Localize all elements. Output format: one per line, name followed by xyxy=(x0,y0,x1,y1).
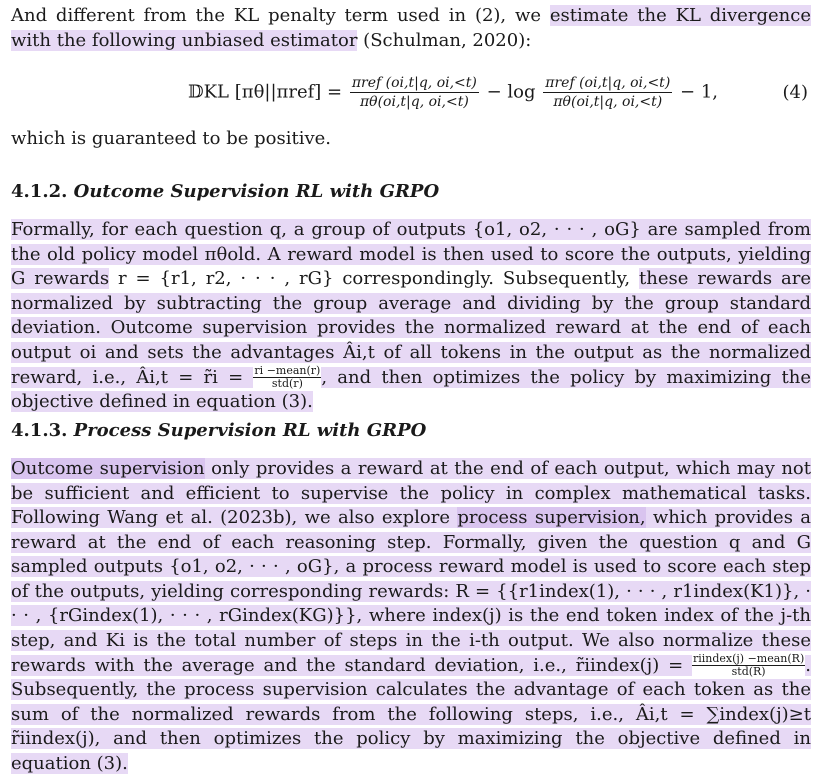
equation-number: (4) xyxy=(782,82,808,103)
intro-citation: (Schulman, 2020): xyxy=(357,29,532,51)
highlighted-text: estimate the KL divergence with the following unbiased estimator xyxy=(11,5,811,51)
intro-paragraph xyxy=(11,4,811,53)
after-equation-text: which is guaranteed to be positive. xyxy=(11,128,332,149)
equation-log: − log xyxy=(486,81,536,103)
normalized-reward-fraction: ri −mean(r) std(r) xyxy=(254,364,321,390)
outcome-supervision-paragraph: Formally, for each question q, a group of outputs {o1, o2, · · · , oG} are sampled from the old policy model πθold. A reward model is then used to score the outputs, yielding G rewards r = {r1, r2, · · · , rG} correspondingly. Subsequently, these rewards are normalized by subtracting the group average and dividing by the group standard deviation. Outcome supervision provides the normalized reward at the end of each output oi and sets the advantages Âi,t of all tokens in the output as the normalized reward, i.e., Âi,t = r̃i = ri −mean(r) std(r) , and then optimizes the policy by maximizing the objective defined in equation (3). xyxy=(11,219,812,412)
equation-fraction-1: $\frac{\text{πref (oi,t|q, oi,<t)}}{\pi\theta(oi,t|q, oi,<t)}$ xyxy=(351,75,477,110)
equation-tail: − 1, xyxy=(680,81,718,103)
intro-text: And different from the KL penalty term used in (2), we xyxy=(11,5,550,26)
process-reward-fraction: riindex(j) −mean(R) std(R) xyxy=(692,652,805,678)
section-heading-412: 4.1.2. Outcome Supervision RL with GRPO xyxy=(11,181,440,202)
section-heading-413: 4.1.3. Process Supervision RL with GRPO xyxy=(11,420,427,441)
equation-fraction-2: $\frac{\text{πref (oi,t|q, oi,<t)}}{\pi\theta(oi,t|q, oi,<t)}$ xyxy=(545,75,671,110)
equation-lhs: 𝔻KL [πθ||πref] = xyxy=(188,81,343,103)
equation-4 xyxy=(0,74,828,120)
process-supervision-paragraph: Outcome supervision only provides a reward at the end of each output, which may not be sufficient and efficient to supervise the policy in complex mathematical tasks. Following Wang et al. (2023b), we also explore process supervision, which provides a reward at the end of each reasoning step. Formally, given the question q and G sampled outputs {o1, o2, · · · , oG}, a process reward model is used to score each step of the outputs, yielding corresponding rewards: R = {{r1index(1), · · · , r1index(K1)}, · · · , {rGindex(1), · · · , rGindex(KG)}}, where index(j) is the end token index of the j-th step, and Ki is the total number of steps in the i-th output. We also normalize these rewards with the average and the standard deviation, i.e., r̃iindex(j) = riindex(j) −mean(R) std(R) . Subsequently, the process supervision calculates the advantage of each token as the sum of the normalized rewards from the following steps, i.e., Âi,t = ∑index(j)≥t r̃iindex(j), and then optimizes the policy by maximizing the objective defined in equation (3). xyxy=(11,458,812,774)
